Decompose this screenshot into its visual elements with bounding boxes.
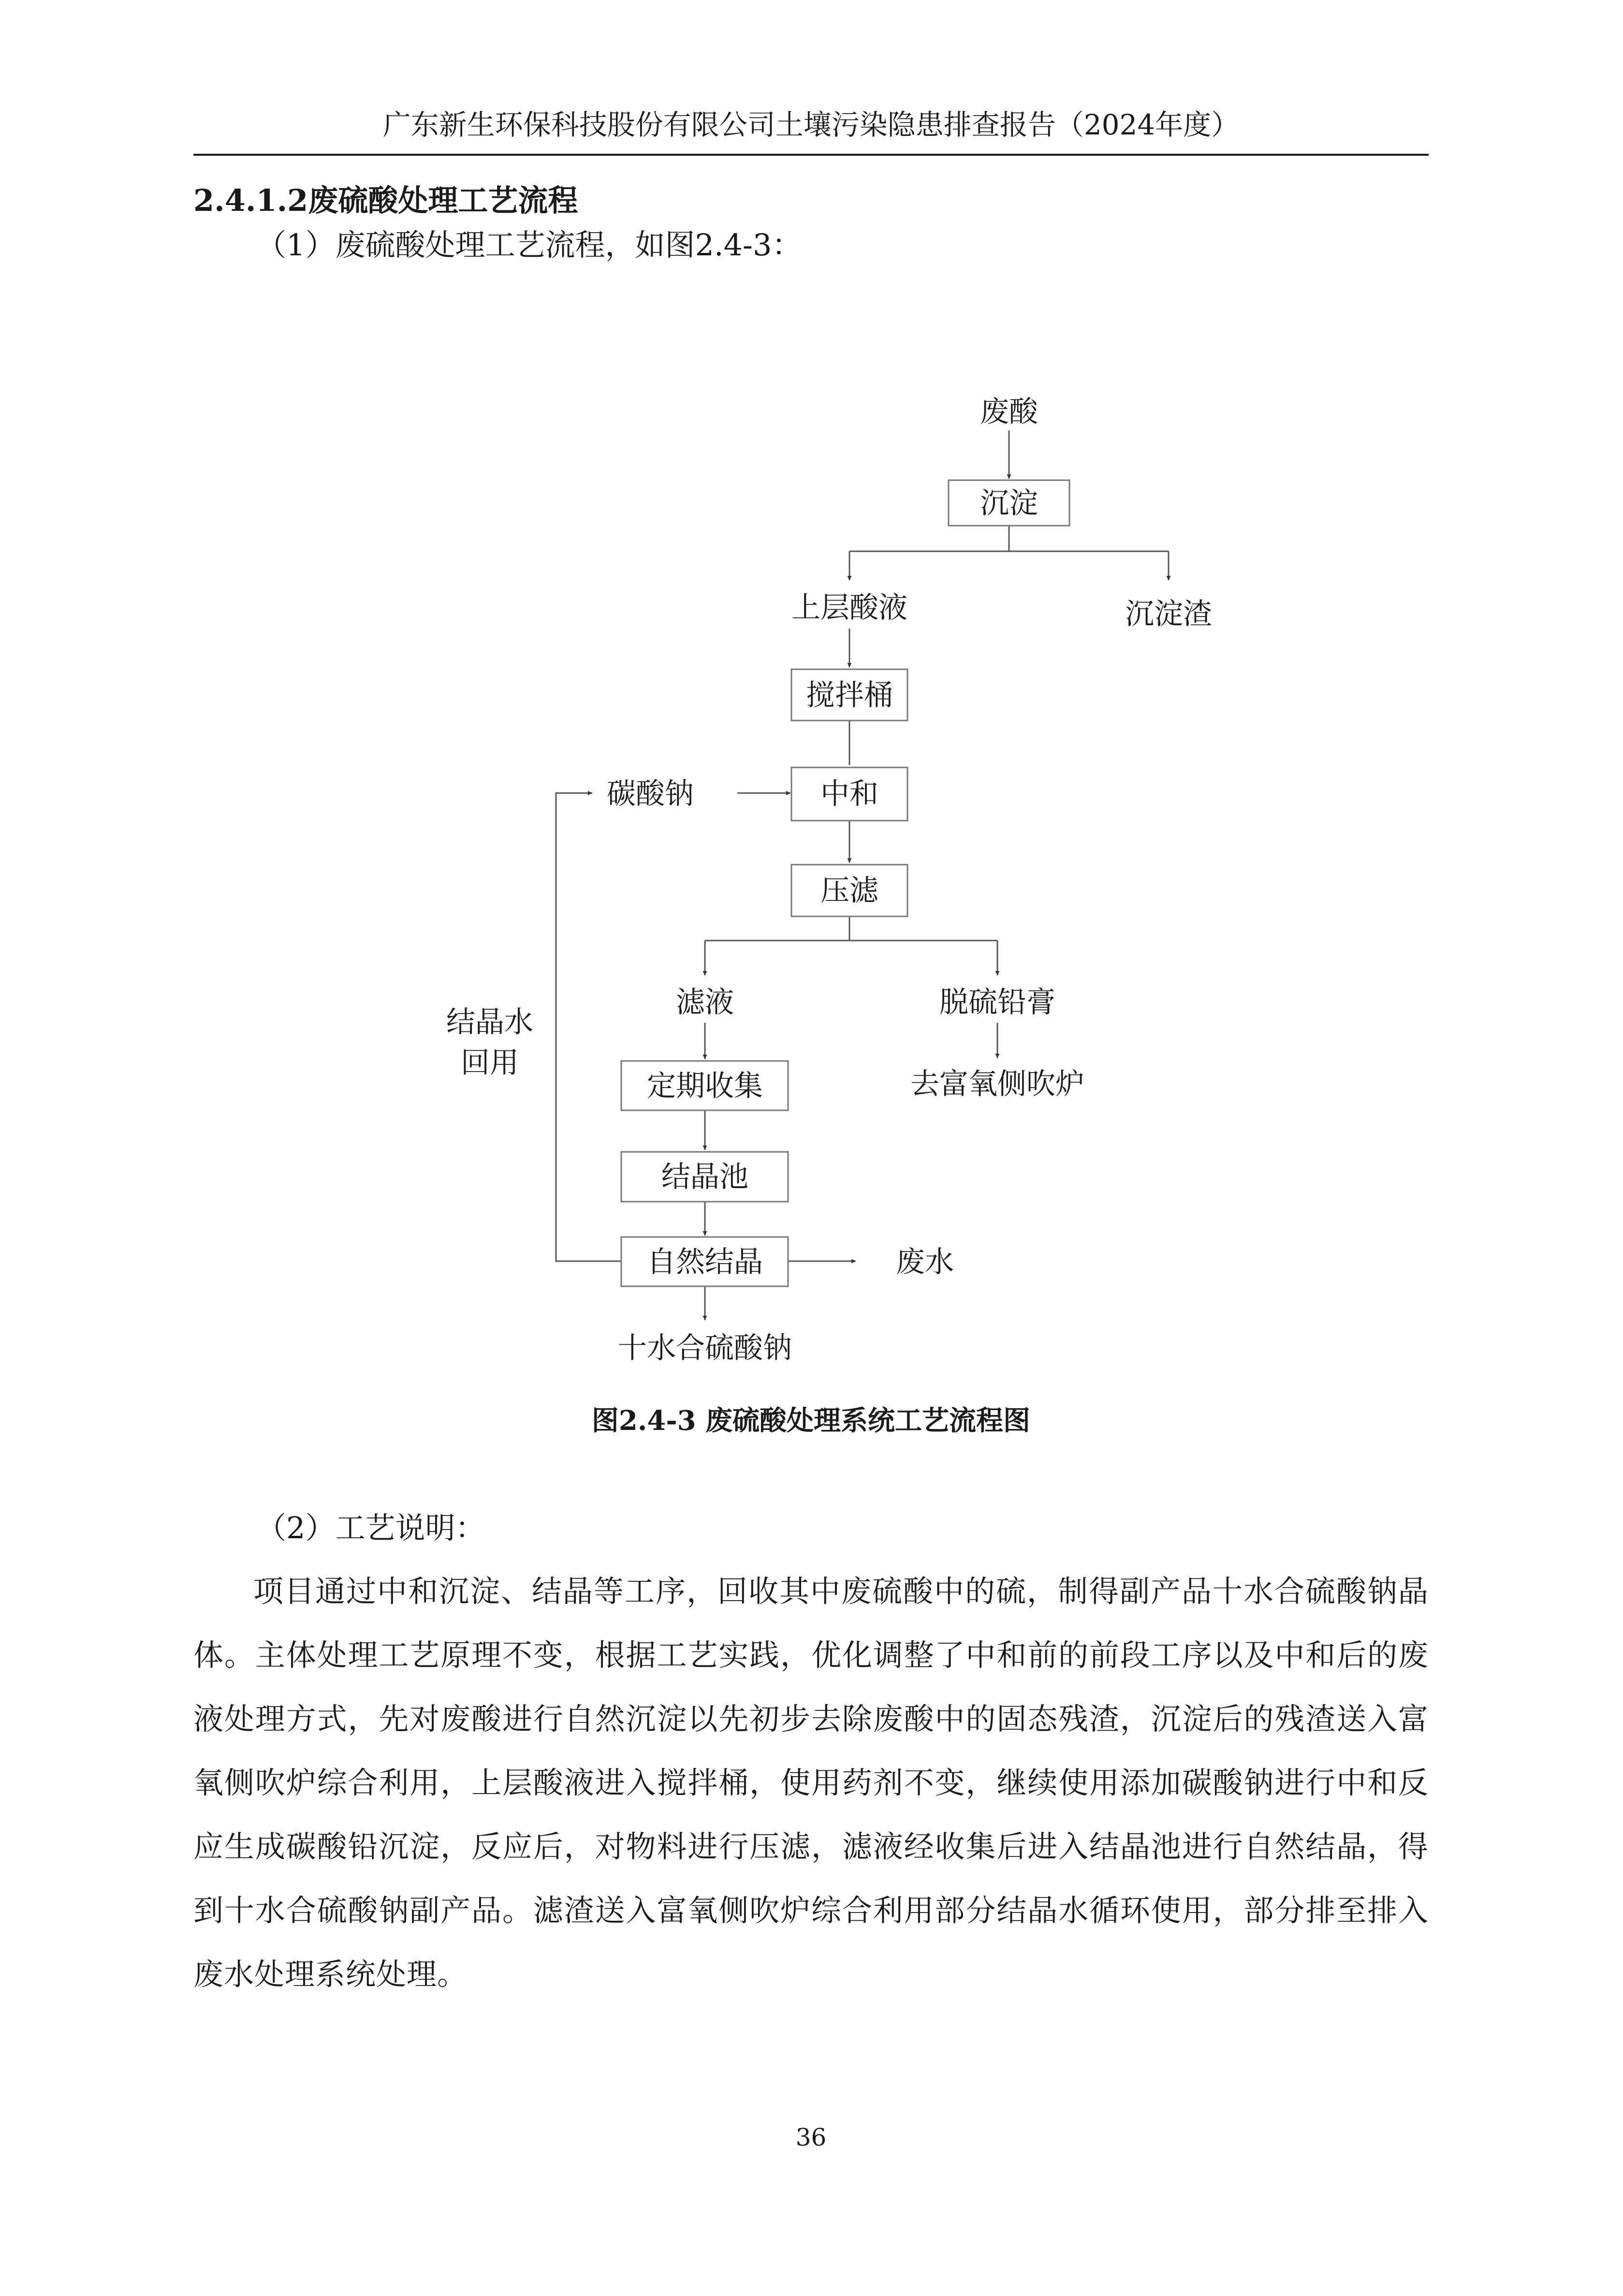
node-recycle-label-1: 结晶水 (446, 1005, 533, 1039)
node-product: 十水合硫酸钠 (618, 1331, 792, 1365)
node-crystal-pool: 结晶池 (661, 1160, 748, 1194)
page-number: 36 (795, 2123, 827, 2151)
arrow-recycle-loop (556, 793, 621, 1261)
section-intro: （1）废硫酸处理工艺流程，如图2.4-3： (256, 227, 802, 263)
description-paragraph: 项目通过中和沉淀、结晶等工序，回收其中废硫酸中的硫，制得副产品十水合硫酸钠晶体。主体处理工艺原理不变，根据工艺实践，优化调整了中和前的前段工序以及中和后的废液处理方式，先对废酸进行自然沉淀以先初步去除废酸中的固态残渣，沉淀后的残渣送入富氧侧吹炉综合利用，上层酸液进入搅拌桶，使用药剂不变，继续使用添加碳酸钠进行中和反应生成碳酸铅沉淀，反应后，对物料进行压滤，滤液经收集后进入结晶池进行自然结晶，得到十水合硫酸钠副产品。滤渣送入富氧侧吹炉综合利用部分结晶水循环使用，部分排至排入废水处理系统处理。 (193, 1574, 1429, 1992)
node-desulf-lead-paste: 脱硫铅膏 (939, 986, 1055, 1019)
node-mixing-tank: 搅拌桶 (806, 678, 893, 712)
report-header: 广东新生环保科技股份有限公司土壤污染隐患排查报告（2024年度） (382, 108, 1240, 141)
node-waste-acid: 废酸 (980, 395, 1038, 429)
figure-caption: 图2.4-3 废硫酸处理系统工艺流程图 (591, 1405, 1031, 1437)
node-settling: 沉淀 (980, 486, 1038, 520)
node-periodic-collect: 定期收集 (647, 1069, 763, 1103)
node-press-filter: 压滤 (820, 874, 878, 908)
node-upper-acid: 上层酸液 (791, 591, 907, 625)
node-sodium-carbonate: 碳酸钠 (607, 777, 694, 811)
node-sludge: 沉淀渣 (1125, 597, 1212, 631)
node-to-furnace: 去富氧侧吹炉 (910, 1067, 1084, 1101)
node-recycle-label-2: 回用 (461, 1046, 519, 1080)
node-filtrate: 滤液 (676, 986, 734, 1019)
description-heading: （2）工艺说明： (256, 1510, 485, 1545)
node-wastewater: 废水 (896, 1245, 954, 1279)
node-neutralize: 中和 (820, 777, 878, 811)
section-title: 2.4.1.2废硫酸处理工艺流程 (193, 183, 578, 218)
node-natural-crystal: 自然结晶 (647, 1245, 763, 1279)
